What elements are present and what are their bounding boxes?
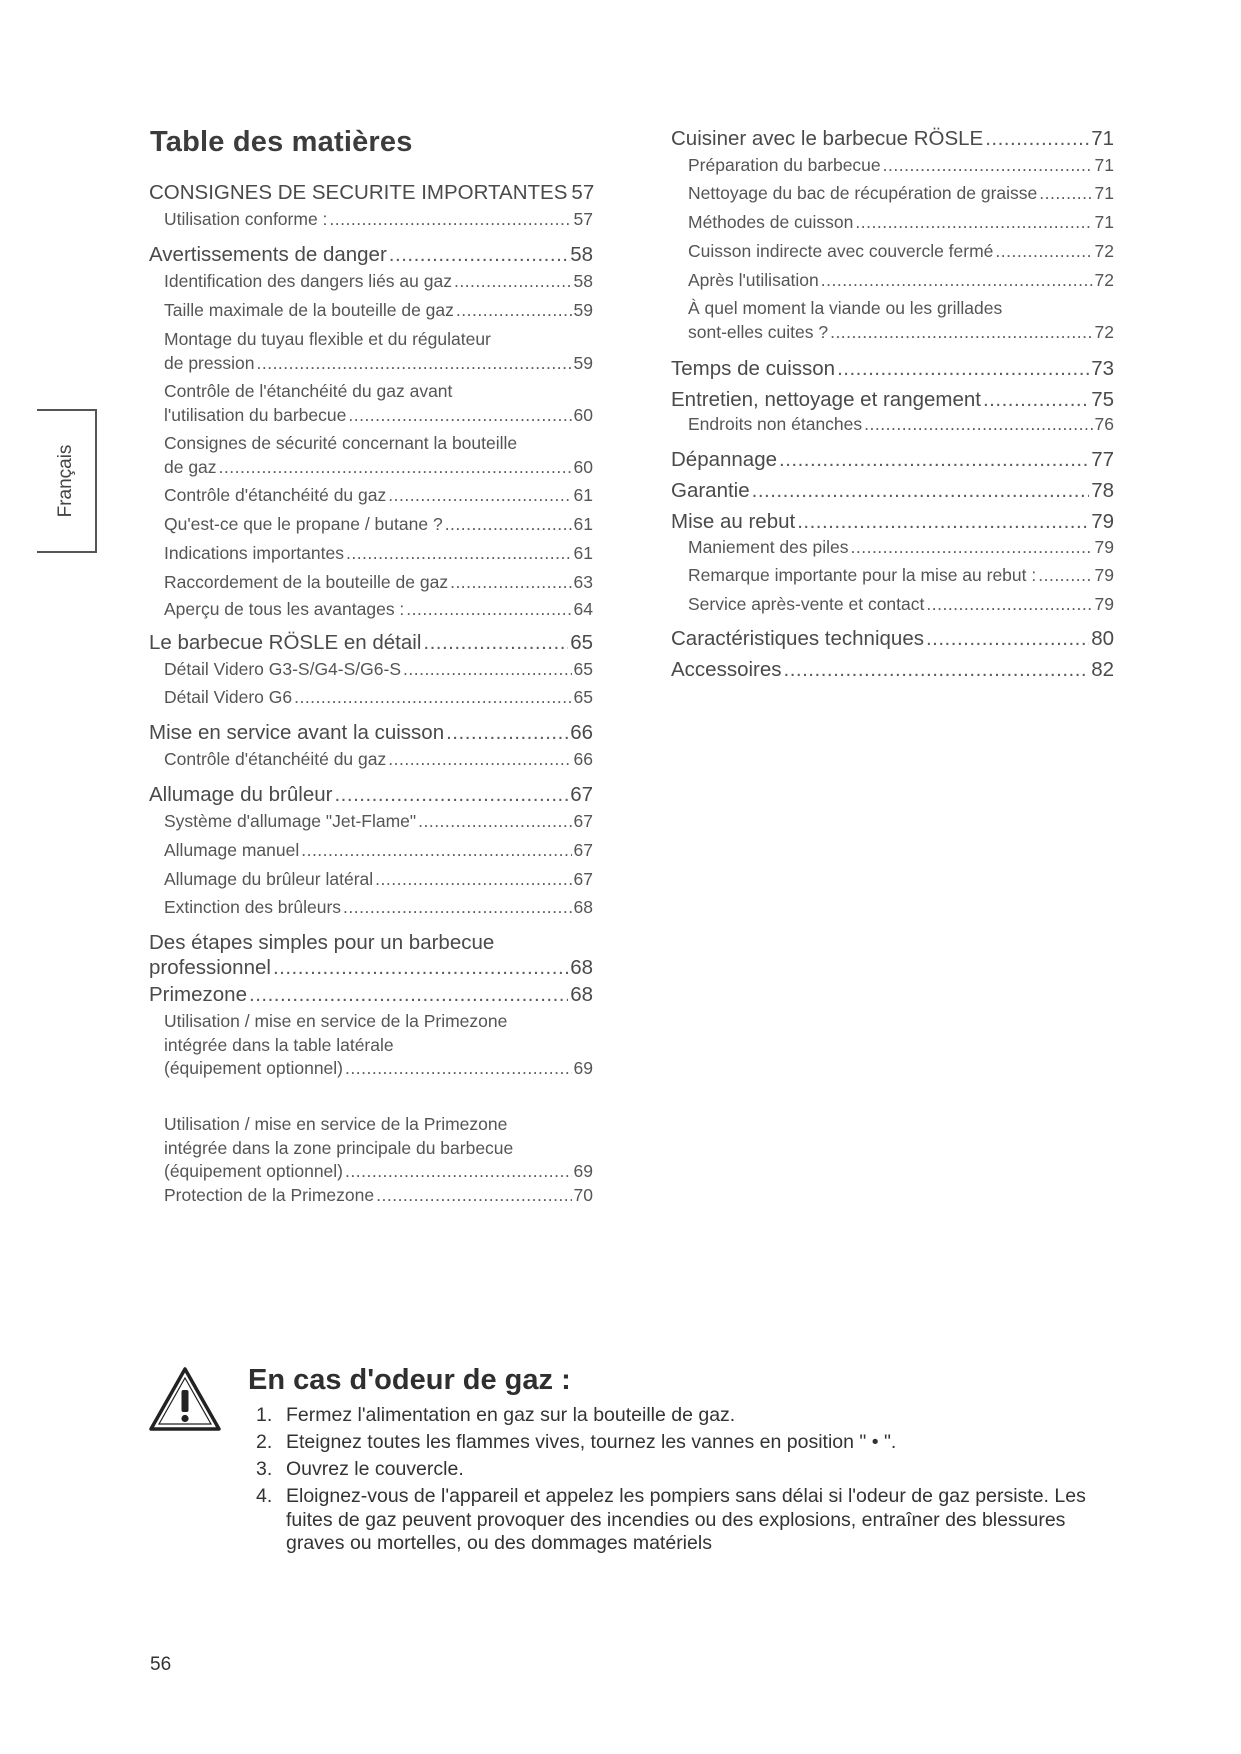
toc-entry-title: Cuisiner avec le barbecue RÖSLE [671, 127, 984, 150]
toc-dot-leader [406, 598, 571, 622]
toc-entry [164, 380, 593, 427]
toc-entry [671, 478, 1114, 503]
language-tab-label: Français [55, 444, 76, 518]
toc-entry-page: 57 [573, 209, 593, 229]
toc-entry [149, 982, 593, 1007]
toc-entry-title: Cuisson indirecte avec couvercle fermé [688, 241, 994, 261]
toc-entry [164, 513, 593, 537]
toc-entry-title: Indications importantes [164, 543, 344, 563]
toc-dot-leader [821, 269, 1093, 293]
toc-dot-leader [334, 782, 568, 807]
toc-entry-title: de pression [164, 352, 255, 373]
toc-entry-page: 69 [573, 1058, 593, 1078]
toc-entry-title: Protection de la Primezone [164, 1185, 375, 1205]
toc-entry [149, 930, 593, 980]
toc-entry [671, 626, 1114, 651]
toc-dot-leader [926, 626, 1089, 651]
toc-entry-page: 76 [1094, 414, 1114, 434]
toc-entry-page: 60 [573, 456, 593, 477]
toc-entry-page: 71 [1094, 155, 1114, 175]
toc-dot-leader [388, 484, 571, 508]
toc-dot-leader [1039, 182, 1092, 206]
toc-entry-title: Avertissements de danger [149, 243, 387, 266]
toc-dot-leader [294, 686, 571, 710]
toc-entry [164, 1113, 593, 1184]
warning-item-number: 4. [256, 1485, 273, 1507]
toc-dot-leader [1038, 564, 1092, 588]
toc-entry-title: Le barbecue RÖSLE en détail [149, 631, 422, 654]
toc-dot-leader [329, 208, 571, 232]
toc-entry-page: 61 [573, 514, 593, 534]
toc-entry [688, 297, 1114, 344]
page-title: Table des matières [150, 126, 413, 158]
toc-entry-page: 63 [573, 572, 593, 592]
toc-entry-title: Préparation du barbecue [688, 155, 881, 175]
warning-item-number: 2. [256, 1431, 273, 1453]
toc-entry [149, 242, 593, 267]
toc-entry-text-continued: Montage du tuyau flexible et du régulateur [164, 329, 491, 349]
warning-item-number: 1. [256, 1404, 273, 1426]
toc-entry-page: 72 [1094, 321, 1114, 342]
toc-dot-leader [851, 536, 1093, 560]
toc-dot-leader [348, 404, 571, 428]
toc-dot-leader [273, 955, 568, 980]
toc-entry [164, 839, 593, 863]
warning-item-text: Eloignez-vous de l'appareil et appelez les pompiers sans délai si l'odeur de gaz persiste. Les fuites de gaz peuvent provoquer des incendies ou des explosions, entraîner des blessures graves ou mortelles, ou des dommages matériels [286, 1485, 1086, 1554]
toc-dot-leader [301, 839, 571, 863]
toc-entry-page: 61 [573, 543, 593, 563]
toc-entry-title: Endroits non étanches [688, 414, 863, 434]
toc-entry-page: 67 [573, 840, 593, 860]
toc-dot-leader [418, 810, 571, 834]
toc-dot-leader [983, 387, 1089, 412]
toc-right-column [671, 126, 1114, 686]
toc-entry-title: Système d'allumage "Jet-Flame" [164, 811, 417, 831]
toc-dot-leader [797, 509, 1089, 534]
toc-dot-leader [454, 270, 572, 294]
toc-entry-page: 79 [1091, 510, 1114, 533]
toc-entry [164, 571, 593, 595]
toc-entry-title: Nettoyage du bac de récupération de graisse [688, 183, 1038, 203]
toc-dot-leader [389, 242, 568, 267]
toc-entry-page: 71 [1091, 127, 1114, 150]
toc-entry-title: Entretien, nettoyage et rangement [671, 388, 981, 411]
toc-entry [671, 126, 1114, 151]
toc-dot-leader [446, 720, 568, 745]
toc-entry-page: 69 [573, 1161, 593, 1181]
toc-entry-title: Maniement des piles [688, 537, 849, 557]
toc-entry-title: Utilisation conforme : [164, 209, 328, 229]
toc-entry [164, 658, 593, 682]
toc-entry-title: Allumage du brûleur [149, 783, 333, 806]
toc-dot-leader [855, 211, 1092, 235]
toc-dot-leader [779, 447, 1089, 472]
toc-dot-leader [784, 657, 1090, 682]
toc-entry-title: Mise en service avant la cuisson [149, 721, 445, 744]
toc-entry-page: 67 [573, 869, 593, 889]
toc-entry-page: 60 [573, 404, 593, 425]
toc-entry-page: 68 [570, 983, 593, 1006]
toc-entry-text-continued: intégrée dans la table latérale [164, 1034, 394, 1055]
toc-entry-text-continued: Consignes de sécurité concernant la bouteille [164, 433, 518, 453]
toc-entry-page: 68 [573, 897, 593, 917]
toc-entry-text-continued: Utilisation / mise en service de la Primezone [164, 1011, 508, 1031]
toc-entry-title: Contrôle d'étanchéité du gaz [164, 749, 387, 769]
toc-dot-leader [256, 352, 571, 376]
toc-entry-title: l'utilisation du barbecue [164, 404, 347, 425]
toc-dot-leader [864, 413, 1092, 437]
toc-dot-leader [830, 321, 1092, 345]
toc-entry-page: 64 [573, 599, 593, 619]
toc-entry-text-continued: Contrôle de l'étanchéité du gaz avant [164, 381, 453, 401]
toc-entry-title: sont-elles cuites ? [688, 321, 829, 342]
toc-entry [149, 630, 593, 655]
toc-dot-leader [445, 513, 572, 537]
toc-dot-leader [376, 1184, 571, 1208]
language-tab [37, 409, 97, 553]
toc-entry-title: Temps de cuisson [671, 357, 836, 380]
toc-dot-leader [837, 356, 1089, 381]
toc-entry-title: de gaz [164, 456, 217, 477]
toc-entry-page: 59 [573, 300, 593, 320]
toc-dot-leader [450, 571, 571, 595]
toc-dot-leader [343, 896, 571, 920]
warning-item-text: Ouvrez le couvercle. [286, 1458, 464, 1480]
toc-entry-page: 71 [1094, 183, 1114, 203]
toc-entry [149, 782, 593, 807]
toc-dot-leader [346, 542, 572, 566]
toc-dot-leader [249, 982, 568, 1007]
toc-entry [149, 720, 593, 745]
toc-entry [671, 509, 1114, 534]
toc-entry-title: Contrôle d'étanchéité du gaz [164, 485, 387, 505]
toc-entry [164, 542, 593, 566]
toc-entry-page: 71 [1094, 212, 1114, 232]
toc-entry-text-continued: À quel moment la viande ou les grillades [688, 298, 1003, 318]
toc-dot-leader [388, 748, 571, 772]
toc-entry-page: 68 [570, 956, 593, 979]
toc-entry-title: Garantie [671, 479, 750, 502]
toc-entry [688, 240, 1114, 264]
toc-entry-page: 67 [573, 811, 593, 831]
toc-entry-page: 57 [571, 181, 595, 204]
toc-entry-title: professionnel [149, 956, 271, 979]
toc-entry-page: 66 [573, 749, 593, 769]
toc-entry [688, 269, 1114, 293]
toc-dot-leader [752, 478, 1090, 503]
toc-entry-title: Après l'utilisation [688, 270, 819, 290]
toc-dot-leader [456, 299, 572, 323]
toc-entry-title: (équipement optionnel) [164, 1161, 344, 1181]
toc-entry [688, 211, 1114, 235]
toc-entry-page: 78 [1091, 479, 1114, 502]
toc-entry [164, 1010, 593, 1081]
toc-entry [688, 593, 1114, 617]
toc-entry [164, 810, 593, 834]
toc-entry-page: 58 [573, 271, 593, 291]
toc-entry-title: Remarque importante pour la mise au rebut : [688, 565, 1037, 585]
toc-entry-page: 70 [573, 1185, 593, 1205]
toc-entry-title: Allumage du brûleur latéral [164, 869, 374, 889]
toc-dot-leader [375, 868, 571, 892]
warning-item-text: Fermez l'alimentation en gaz sur la bouteille de gaz. [286, 1404, 736, 1426]
toc-entry-page: 72 [1094, 241, 1114, 261]
toc-entry [688, 564, 1114, 588]
toc-entry [164, 598, 593, 622]
toc-entry-page: 82 [1091, 658, 1114, 681]
toc-entry [164, 868, 593, 892]
toc-entry-title: Service après-vente et contact [688, 594, 925, 614]
toc-dot-leader [883, 154, 1093, 178]
toc-dot-leader [926, 593, 1092, 617]
toc-entry [671, 356, 1114, 381]
toc-entry [688, 154, 1114, 178]
toc-entry-page: 58 [570, 243, 593, 266]
toc-entry-title: Accessoires [671, 658, 782, 681]
toc-entry-title: Mise au rebut [671, 510, 796, 533]
toc-entry-title: Aperçu de tous les avantages : [164, 599, 405, 619]
toc-dot-leader [403, 658, 572, 682]
toc-entry-title: Détail Videro G6 [164, 687, 293, 707]
warning-item-text: Eteignez toutes les flammes vives, tournez les vannes en position " • ". [286, 1431, 897, 1453]
toc-entry-page: 65 [570, 631, 593, 654]
toc-entry [688, 536, 1114, 560]
toc-entry-page: 67 [570, 783, 593, 806]
toc-entry-title: Méthodes de cuisson [688, 212, 854, 232]
toc-entry-title: Primezone [149, 983, 247, 1006]
toc-dot-leader [995, 240, 1092, 264]
toc-entry-title: Raccordement de la bouteille de gaz [164, 572, 449, 592]
toc-entry-page: 80 [1091, 627, 1114, 650]
toc-entry-title: Qu'est-ce que le propane / butane ? [164, 514, 443, 534]
toc-entry-title: (équipement optionnel) [164, 1058, 344, 1078]
toc-entry-page: 59 [573, 352, 593, 373]
toc-dot-leader [423, 630, 568, 655]
toc-entry-title: Caractéristiques techniques [671, 627, 924, 650]
toc-entry-title: Détail Videro G3-S/G4-S/G6-S [164, 659, 401, 679]
toc-entry-page: 66 [570, 721, 593, 744]
toc-entry-page: 79 [1094, 594, 1114, 614]
toc-entry-page: 61 [573, 485, 593, 505]
toc-entry-title: CONSIGNES DE SECURITE IMPORTANTES [149, 181, 568, 204]
toc-entry [164, 484, 593, 508]
toc-entry [164, 1184, 593, 1208]
toc-entry [164, 432, 593, 479]
toc-entry-page: 77 [1091, 448, 1114, 471]
toc-entry-title: Dépannage [671, 448, 778, 471]
toc-entry [164, 270, 593, 294]
toc-entry [164, 896, 593, 920]
page-number: 56 [150, 1654, 172, 1675]
toc-entry-page: 79 [1094, 565, 1114, 585]
toc-entry [164, 208, 593, 232]
toc-entry-page: 73 [1091, 357, 1114, 380]
toc-left-column [149, 180, 595, 1205]
toc-entry-page: 79 [1094, 537, 1114, 557]
toc-entry-page: 65 [573, 687, 593, 707]
gas-warning-title: En cas d'odeur de gaz : [248, 1364, 571, 1396]
warning-item-number: 3. [256, 1458, 273, 1480]
toc-entry [149, 180, 593, 205]
warning-triangle-icon [148, 1366, 222, 1432]
toc-dot-leader [345, 1160, 572, 1184]
toc-entry-page: 72 [1094, 270, 1114, 290]
toc-entry-text-continued: Utilisation / mise en service de la Primezone [164, 1114, 508, 1134]
toc-entry [671, 447, 1114, 472]
toc-entry-title: Identification des dangers liés au gaz [164, 271, 452, 291]
toc-entry [671, 387, 1114, 412]
toc-entry [688, 413, 1114, 437]
toc-entry [164, 748, 593, 772]
toc-entry [671, 657, 1114, 682]
toc-entry-title: Taille maximale de la bouteille de gaz [164, 300, 454, 320]
toc-entry [164, 328, 593, 375]
toc-entry-text-continued: Des étapes simples pour un barbecue [149, 931, 495, 954]
toc-entry-page: 75 [1091, 388, 1114, 411]
toc-dot-leader [219, 456, 572, 480]
toc-entry [688, 182, 1114, 206]
toc-entry [164, 686, 593, 710]
toc-dot-leader [985, 126, 1089, 151]
toc-entry [164, 299, 593, 323]
toc-entry-title: Allumage manuel [164, 840, 300, 860]
toc-entry-title: Extinction des brûleurs [164, 897, 342, 917]
toc-dot-leader [345, 1057, 572, 1081]
toc-entry-text-continued: intégrée dans la zone principale du barbecue [164, 1137, 514, 1158]
toc-entry-page: 65 [573, 659, 593, 679]
